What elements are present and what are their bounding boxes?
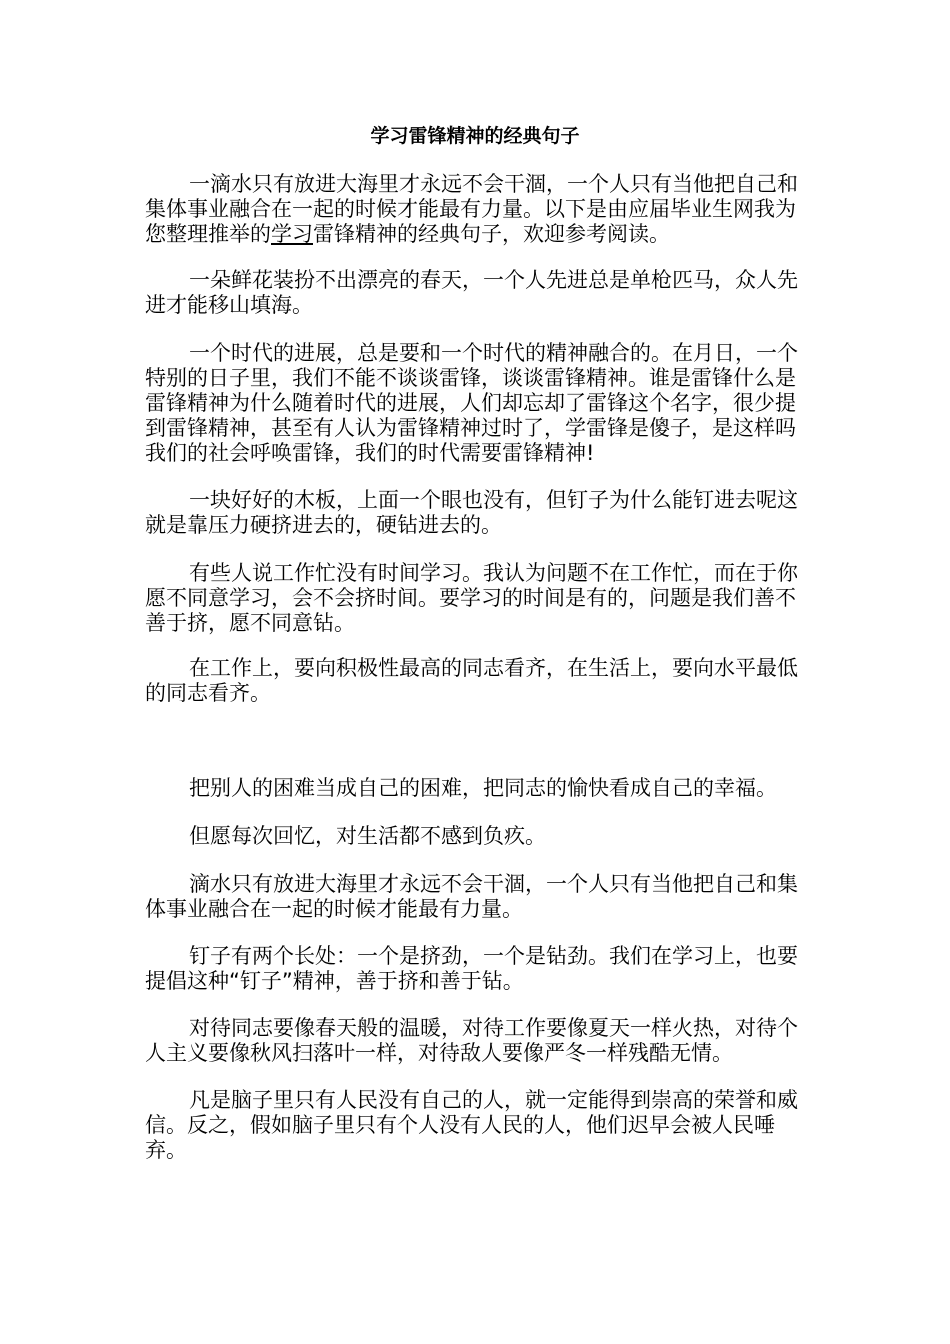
paragraph: 一个时代的进展，总是要和一个时代的精神融合的。在月日，一个特别的日子里，我们不能不谈谈雷锋，谈谈雷锋精神。谁是雷锋什么是雷锋精神为什么随着时代的进展，人们却忘却了雷锋这个名字，很少提到雷锋精神，甚至有人认为雷锋精神过时了，学雷锋是傻子，是这样吗我们的社会呼唤雷锋，我们的时代需要雷锋精神! xyxy=(145,341,798,465)
paragraph: 凡是脑子里只有人民没有自己的人，就一定能得到崇高的荣誉和威信。反之，假如脑子里只有个人没有人民的人，他们迟早会被人民唾弃。 xyxy=(145,1088,798,1162)
paragraph-text: 雷锋精神的经典句子，欢迎参考阅读。 xyxy=(313,222,670,246)
paragraph-intro xyxy=(145,172,810,247)
study-link[interactable]: 学习 xyxy=(271,222,313,246)
paragraph: 有些人说工作忙没有时间学习。我认为问题不在工作忙，而在于你愿不同意学习，会不会挤时间。要学习的时间是有的，问题是我们善不善于挤，愿不同意钻。 xyxy=(145,561,798,635)
paragraph: 把别人的困难当成自己的困难，把同志的愉快看成自己的幸福。 xyxy=(189,776,777,800)
paragraph-text: 一滴水只有放进大海里才永远不会干涸，一个人只有当他把自己和集体事业融合在一起的时候才能最有力量。以下是由应届毕业生网我为您整理推举的 xyxy=(145,172,798,246)
paragraph: 但愿每次回忆，对生活都不感到负疚。 xyxy=(189,824,546,848)
document-title: 学习雷锋精神的经典句子 xyxy=(370,125,580,147)
paragraph: 钉子有两个长处：一个是挤劲，一个是钻劲。我们在学习上，也要提倡这种“钉子”精神，善于挤和善于钻。 xyxy=(145,944,798,993)
paragraph: 对待同志要像春天般的温暖，对待工作要像夏天一样火热，对待个人主义要像秋风扫落叶一样，对待敌人要像严冬一样残酷无情。 xyxy=(145,1016,798,1065)
paragraph: 一朵鲜花装扮不出漂亮的春天，一个人先进总是单枪匹马，众人先进才能移山填海。 xyxy=(145,268,798,317)
paragraph: 滴水只有放进大海里才永远不会干涸，一个人只有当他把自己和集体事业融合在一起的时候才能最有力量。 xyxy=(145,872,798,921)
paragraph: 一块好好的木板，上面一个眼也没有，但钉子为什么能钉进去呢这就是靠压力硬挤进去的，硬钻进去的。 xyxy=(145,488,798,537)
paragraph: 在工作上，要向积极性最高的同志看齐，在生活上，要向水平最低的同志看齐。 xyxy=(145,656,798,705)
